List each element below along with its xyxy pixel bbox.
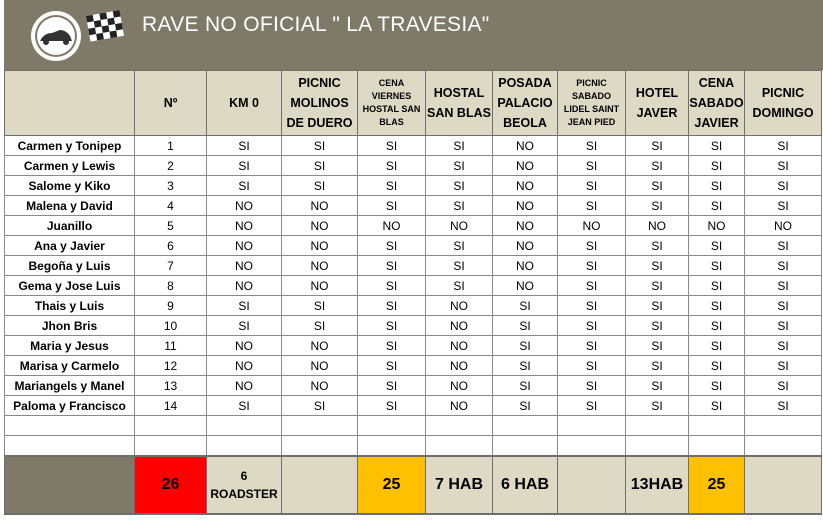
total-cell[interactable]: 6 HAB xyxy=(493,456,558,514)
table-row xyxy=(5,356,822,376)
table-cell[interactable]: SI xyxy=(626,136,689,156)
table-cell[interactable]: SI xyxy=(745,296,822,316)
table-cell[interactable]: NO xyxy=(207,376,282,396)
empty-cell[interactable] xyxy=(558,416,626,436)
table-cell[interactable]: NO xyxy=(426,216,493,236)
empty-cell[interactable] xyxy=(5,416,135,436)
column-header[interactable]: Nº xyxy=(135,71,207,136)
table-row xyxy=(5,196,822,216)
table-cell[interactable]: SI xyxy=(493,376,558,396)
table-cell[interactable]: 4 xyxy=(135,196,207,216)
table-cell[interactable]: 6 xyxy=(135,236,207,256)
table-cell[interactable]: NO xyxy=(493,256,558,276)
column-header[interactable]: HOTEL JAVER xyxy=(626,71,689,136)
table-cell[interactable]: SI xyxy=(689,256,745,276)
table-cell[interactable]: NO xyxy=(689,216,745,236)
table-cell[interactable]: SI xyxy=(745,316,822,336)
table-cell[interactable]: SI xyxy=(558,156,626,176)
header-row xyxy=(5,71,822,136)
empty-cell[interactable] xyxy=(745,436,822,457)
table-cell[interactable]: NO xyxy=(282,356,358,376)
table-cell[interactable]: SI xyxy=(745,236,822,256)
table-cell[interactable]: SI xyxy=(626,196,689,216)
total-cell[interactable]: 25 xyxy=(689,456,745,514)
total-cell[interactable]: 25 xyxy=(358,456,426,514)
table-cell[interactable]: SI xyxy=(626,396,689,416)
participant-name-cell[interactable]: Ana y Javier xyxy=(5,236,135,256)
table-cell[interactable]: SI xyxy=(426,136,493,156)
table-cell[interactable]: 11 xyxy=(135,336,207,356)
table-cell[interactable]: NO xyxy=(282,276,358,296)
table-cell[interactable]: SI xyxy=(207,396,282,416)
table-cell[interactable]: NO xyxy=(493,216,558,236)
empty-cell[interactable] xyxy=(135,436,207,457)
table-cell[interactable]: SI xyxy=(493,396,558,416)
empty-cell[interactable] xyxy=(282,416,358,436)
table-cell[interactable]: NO xyxy=(282,376,358,396)
table-cell[interactable]: SI xyxy=(493,316,558,336)
column-header[interactable]: CENA SABADO JAVIER xyxy=(689,71,745,136)
table-cell[interactable]: SI xyxy=(689,276,745,296)
table-cell[interactable]: NO xyxy=(426,356,493,376)
empty-cell[interactable] xyxy=(135,416,207,436)
table-cell[interactable]: SI xyxy=(358,336,426,356)
table-cell[interactable]: SI xyxy=(558,256,626,276)
empty-cell[interactable] xyxy=(207,436,282,457)
column-header[interactable]: PICNIC SABADO LIDEL SAINT JEAN PIED xyxy=(558,71,626,136)
empty-cell[interactable] xyxy=(493,436,558,457)
table-cell[interactable]: NO xyxy=(282,336,358,356)
table-cell[interactable]: SI xyxy=(558,236,626,256)
column-header[interactable]: KM 0 xyxy=(207,71,282,136)
table-row xyxy=(5,236,822,256)
table-cell[interactable]: SI xyxy=(745,376,822,396)
table-cell[interactable]: SI xyxy=(358,376,426,396)
table-cell[interactable]: SI xyxy=(626,356,689,376)
column-header[interactable]: HOSTAL SAN BLAS xyxy=(426,71,493,136)
roadster-club-logo-icon xyxy=(20,8,128,64)
participant-name-cell[interactable]: Mariangels y Manel xyxy=(5,376,135,396)
table-cell[interactable]: SI xyxy=(358,296,426,316)
table-cell[interactable]: SI xyxy=(558,376,626,396)
table-cell[interactable]: NO xyxy=(207,356,282,376)
table-cell[interactable]: SI xyxy=(689,236,745,256)
table-cell[interactable]: SI xyxy=(426,276,493,296)
empty-cell[interactable] xyxy=(745,416,822,436)
corner-cell[interactable] xyxy=(5,71,135,136)
table-cell[interactable]: NO xyxy=(426,376,493,396)
participant-name-cell[interactable]: Carmen y Tonipep xyxy=(5,136,135,156)
table-cell[interactable]: SI xyxy=(689,176,745,196)
table-cell[interactable]: NO xyxy=(493,236,558,256)
table-cell[interactable]: SI xyxy=(626,336,689,356)
empty-cell[interactable] xyxy=(5,436,135,457)
table-cell[interactable]: SI xyxy=(426,176,493,196)
total-cell[interactable]: 26 xyxy=(135,456,207,514)
table-cell[interactable]: SI xyxy=(745,196,822,216)
totals-corner-cell[interactable] xyxy=(5,456,135,514)
table-cell[interactable]: NO xyxy=(358,216,426,236)
table-row xyxy=(5,176,822,196)
column-header[interactable]: PICNIC MOLINOS DE DUERO xyxy=(282,71,358,136)
table-cell[interactable]: SI xyxy=(745,336,822,356)
table-row xyxy=(5,276,822,296)
table-cell[interactable]: SI xyxy=(689,376,745,396)
empty-cell[interactable] xyxy=(626,416,689,436)
table-cell[interactable]: NO xyxy=(493,136,558,156)
table-row xyxy=(5,396,822,416)
table-cell[interactable]: SI xyxy=(558,136,626,156)
table-cell[interactable]: NO xyxy=(493,196,558,216)
table-cell[interactable]: SI xyxy=(558,316,626,336)
table-cell[interactable]: 12 xyxy=(135,356,207,376)
table-row xyxy=(5,376,822,396)
table-row xyxy=(5,216,822,236)
table-cell[interactable]: NO xyxy=(426,316,493,336)
table-cell[interactable]: SI xyxy=(626,256,689,276)
empty-cell[interactable] xyxy=(358,416,426,436)
table-cell[interactable]: SI xyxy=(558,276,626,296)
table-cell[interactable]: SI xyxy=(282,136,358,156)
empty-cell[interactable] xyxy=(558,436,626,457)
table-row xyxy=(5,136,822,156)
table-cell[interactable]: 9 xyxy=(135,296,207,316)
table-cell[interactable]: SI xyxy=(493,336,558,356)
table-row xyxy=(5,256,822,276)
table-cell[interactable]: SI xyxy=(689,336,745,356)
table-cell[interactable]: NO xyxy=(207,276,282,296)
participant-name-cell[interactable]: Salome y Kiko xyxy=(5,176,135,196)
table-cell[interactable]: SI xyxy=(426,156,493,176)
attendance-table xyxy=(4,70,822,515)
table-cell[interactable]: SI xyxy=(426,256,493,276)
table-cell[interactable]: SI xyxy=(358,276,426,296)
table-cell[interactable]: 14 xyxy=(135,396,207,416)
total-cell[interactable] xyxy=(558,456,626,514)
empty-cell[interactable] xyxy=(493,416,558,436)
table-cell[interactable]: SI xyxy=(626,316,689,336)
table-cell[interactable]: SI xyxy=(626,376,689,396)
table-cell[interactable]: SI xyxy=(745,176,822,196)
table-cell[interactable]: NO xyxy=(493,176,558,196)
table-cell[interactable]: SI xyxy=(745,356,822,376)
empty-cell[interactable] xyxy=(207,416,282,436)
table-row xyxy=(5,296,822,316)
table-cell[interactable]: SI xyxy=(207,296,282,316)
table-cell[interactable]: SI xyxy=(558,296,626,316)
table-cell[interactable]: SI xyxy=(358,136,426,156)
table-cell[interactable]: SI xyxy=(558,196,626,216)
table-cell[interactable]: SI xyxy=(745,156,822,176)
table-cell[interactable]: SI xyxy=(626,156,689,176)
table-row xyxy=(5,336,822,356)
table-cell[interactable]: SI xyxy=(689,316,745,336)
table-cell[interactable]: SI xyxy=(282,296,358,316)
table-cell[interactable]: SI xyxy=(358,316,426,336)
table-cell[interactable]: SI xyxy=(745,276,822,296)
column-header[interactable]: POSADA PALACIO BEOLA xyxy=(493,71,558,136)
participant-name-cell[interactable]: Begoña y Luis xyxy=(5,256,135,276)
table-cell[interactable]: SI xyxy=(745,396,822,416)
table-cell[interactable]: NO xyxy=(282,236,358,256)
table-cell[interactable]: SI xyxy=(358,176,426,196)
table-cell[interactable]: SI xyxy=(689,156,745,176)
total-cell[interactable]: 13HAB xyxy=(626,456,689,514)
table-cell[interactable]: NO xyxy=(558,216,626,236)
table-cell[interactable]: SI xyxy=(358,256,426,276)
table-cell[interactable]: SI xyxy=(358,196,426,216)
participant-name-cell[interactable]: Carmen y Lewis xyxy=(5,156,135,176)
table-cell[interactable]: 13 xyxy=(135,376,207,396)
table-cell[interactable]: SI xyxy=(626,176,689,196)
title-bar xyxy=(4,0,823,70)
table-cell[interactable]: SI xyxy=(358,156,426,176)
table-cell[interactable]: NO xyxy=(626,216,689,236)
table-cell[interactable]: NO xyxy=(426,396,493,416)
table-cell[interactable]: SI xyxy=(689,356,745,376)
table-row xyxy=(5,316,822,336)
table-cell[interactable]: SI xyxy=(493,296,558,316)
table-cell[interactable]: SI xyxy=(626,296,689,316)
table-cell[interactable]: SI xyxy=(426,196,493,216)
table-cell[interactable]: 2 xyxy=(135,156,207,176)
empty-cell[interactable] xyxy=(426,436,493,457)
participant-name-cell[interactable]: Thais y Luis xyxy=(5,296,135,316)
table-cell[interactable]: SI xyxy=(358,396,426,416)
table-cell[interactable]: NO xyxy=(282,196,358,216)
table-cell[interactable]: SI xyxy=(282,316,358,336)
empty-row xyxy=(5,416,822,436)
participant-name-cell[interactable]: Paloma y Francisco xyxy=(5,396,135,416)
table-cell[interactable]: SI xyxy=(358,356,426,376)
table-cell[interactable]: SI xyxy=(207,316,282,336)
table-cell[interactable]: SI xyxy=(689,196,745,216)
column-header[interactable]: PICNIC DOMINGO xyxy=(745,71,822,136)
column-header[interactable]: CENA VIERNES HOSTAL SAN BLAS xyxy=(358,71,426,136)
table-cell[interactable]: SI xyxy=(689,396,745,416)
empty-cell[interactable] xyxy=(689,436,745,457)
sheet-title: RAVE NO OFICIAL " LA TRAVESIA" xyxy=(142,13,490,36)
table-cell[interactable]: SI xyxy=(558,396,626,416)
table-cell[interactable]: NO xyxy=(426,296,493,316)
table-cell[interactable]: SI xyxy=(282,156,358,176)
total-cell[interactable] xyxy=(282,456,358,514)
table-cell[interactable]: NO xyxy=(207,336,282,356)
table-cell[interactable]: SI xyxy=(493,356,558,376)
table-cell[interactable]: NO xyxy=(426,336,493,356)
table-cell[interactable]: NO xyxy=(745,216,822,236)
participant-name-cell[interactable]: Marisa y Carmelo xyxy=(5,356,135,376)
table-cell[interactable]: SI xyxy=(358,236,426,256)
table-row xyxy=(5,156,822,176)
table-cell[interactable]: NO xyxy=(207,216,282,236)
total-cell[interactable]: 7 HAB xyxy=(426,456,493,514)
table-cell[interactable]: 10 xyxy=(135,316,207,336)
empty-cell[interactable] xyxy=(358,436,426,457)
table-cell[interactable]: SI xyxy=(745,256,822,276)
table-cell[interactable]: SI xyxy=(626,236,689,256)
participant-name-cell[interactable]: Maria y Jesus xyxy=(5,336,135,356)
participant-name-cell[interactable]: Malena y David xyxy=(5,196,135,216)
table-cell[interactable]: SI xyxy=(282,176,358,196)
table-cell[interactable]: SI xyxy=(745,136,822,156)
empty-cell[interactable] xyxy=(282,436,358,457)
totals-row xyxy=(5,456,822,514)
table-cell[interactable]: 1 xyxy=(135,136,207,156)
empty-cell[interactable] xyxy=(426,416,493,436)
total-cell[interactable] xyxy=(745,456,822,514)
table-cell[interactable]: NO xyxy=(207,256,282,276)
table-cell[interactable]: SI xyxy=(207,176,282,196)
table-cell[interactable]: SI xyxy=(689,136,745,156)
participant-name-cell[interactable]: Jhon Bris xyxy=(5,316,135,336)
table-cell[interactable]: 3 xyxy=(135,176,207,196)
table-cell[interactable]: SI xyxy=(689,296,745,316)
total-cell[interactable]: 6 ROADSTER xyxy=(207,456,282,514)
table-cell[interactable]: SI xyxy=(626,276,689,296)
table-cell[interactable]: NO xyxy=(493,276,558,296)
table-cell[interactable]: SI xyxy=(558,176,626,196)
table-cell[interactable]: 7 xyxy=(135,256,207,276)
table-cell[interactable]: 5 xyxy=(135,216,207,236)
table-cell[interactable]: 8 xyxy=(135,276,207,296)
table-cell[interactable]: SI xyxy=(426,236,493,256)
participant-name-cell[interactable]: Gema y Jose Luis xyxy=(5,276,135,296)
table-cell[interactable]: NO xyxy=(207,196,282,216)
table-cell[interactable]: NO xyxy=(207,236,282,256)
empty-cell[interactable] xyxy=(689,416,745,436)
empty-row xyxy=(5,436,822,457)
table-cell[interactable]: SI xyxy=(207,136,282,156)
participant-name-cell[interactable]: Juanillo xyxy=(5,216,135,236)
empty-cell[interactable] xyxy=(626,436,689,457)
table-cell[interactable]: NO xyxy=(282,256,358,276)
table-cell[interactable]: NO xyxy=(282,216,358,236)
table-cell[interactable]: SI xyxy=(558,356,626,376)
table-cell[interactable]: SI xyxy=(207,156,282,176)
table-cell[interactable]: SI xyxy=(558,336,626,356)
table-cell[interactable]: NO xyxy=(493,156,558,176)
table-cell[interactable]: SI xyxy=(282,396,358,416)
